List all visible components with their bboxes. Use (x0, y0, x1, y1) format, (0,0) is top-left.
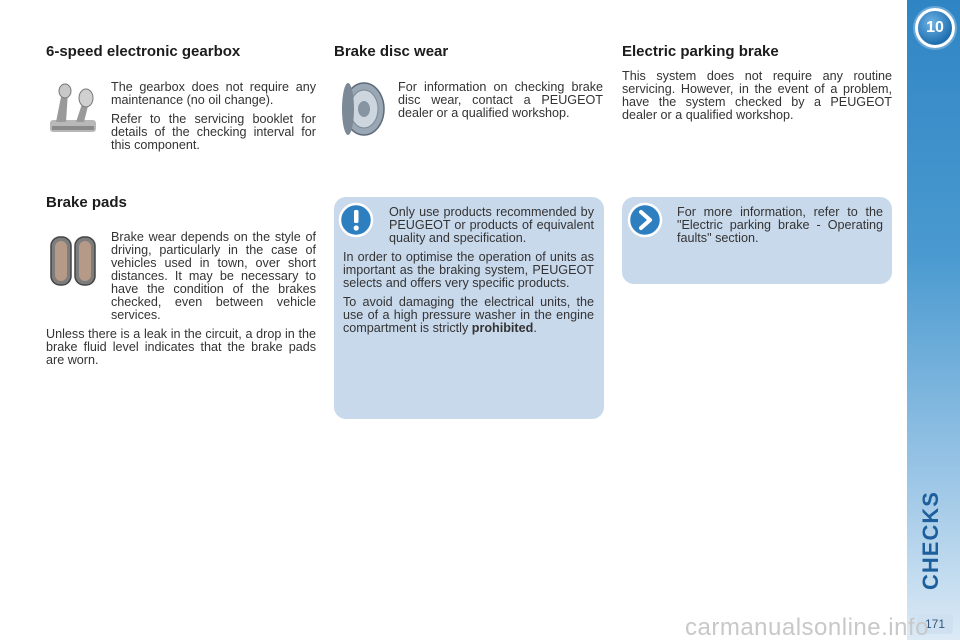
parking-brake-paragraph-1: This system does not require any routine servicing. However, in the event of a problem, have the system checked by a PEUGEOT dealer or a qualified workshop. (622, 69, 892, 122)
brake-disc-icon (338, 80, 388, 143)
parking-brake-title: Electric parking brake (622, 43, 779, 60)
warning-paragraph-3 (343, 296, 594, 335)
brake-pads-paragraph-2: Unless there is a leak in the circuit, a drop in the brake fluid level indicates that the brake pads are worn. (46, 327, 316, 367)
gearbox-icon (48, 82, 104, 141)
parking-brake-text (622, 70, 892, 128)
info-paragraph-1: For more information, refer to the "Electric parking brake - Operating faults" section. (677, 205, 883, 245)
warning-paragraph-2: In order to optimise the operation of units as important as the braking system, PEUGEOT selects and offers very specific products. (343, 250, 594, 290)
gearbox-paragraph-2: Refer to the servicing booklet for details of the checking interval for this component. (111, 112, 316, 152)
chapter-number: 10 (926, 19, 944, 36)
gearbox-title: 6-speed electronic gearbox (46, 43, 241, 60)
warning-end: . (533, 321, 537, 335)
arrow-right-icon (627, 202, 663, 243)
chapter-title: CHECKS (918, 491, 943, 590)
brake-pads-text (46, 231, 316, 373)
chapter-badge (915, 8, 955, 48)
warning-paragraph-1: Only use products recommended by PEUGEOT or products of equivalent quality and specification. (389, 205, 594, 245)
gearbox-text (111, 81, 316, 158)
brake-pads-paragraph-1: Brake wear depends on the style of driving, particularly in the case of vehicles used in town, over short distances. It may be necessary to have the condition of the brakes checked, even between vehicle services. (111, 230, 316, 322)
warning-text (343, 206, 594, 335)
warning-emphasis: prohibited (471, 321, 534, 335)
brake-disc-paragraph-1: For information on checking brake disc wear, contact a PEUGEOT dealer or a qualified workshop. (398, 80, 603, 120)
watermark: carmanualsonline.info (685, 614, 929, 641)
info-text (677, 206, 883, 251)
brake-pads-title: Brake pads (46, 194, 127, 211)
gearbox-paragraph-1: The gearbox does not require any maintenance (no oil change). (111, 80, 316, 107)
warning-paragraph-3-text: To avoid damaging the electrical units, the use of a high pressure washer in the engine compartment is strictly (343, 295, 594, 335)
page-number: 171 (917, 614, 953, 634)
brake-disc-text (398, 81, 603, 126)
brake-disc-title: Brake disc wear (334, 43, 449, 60)
